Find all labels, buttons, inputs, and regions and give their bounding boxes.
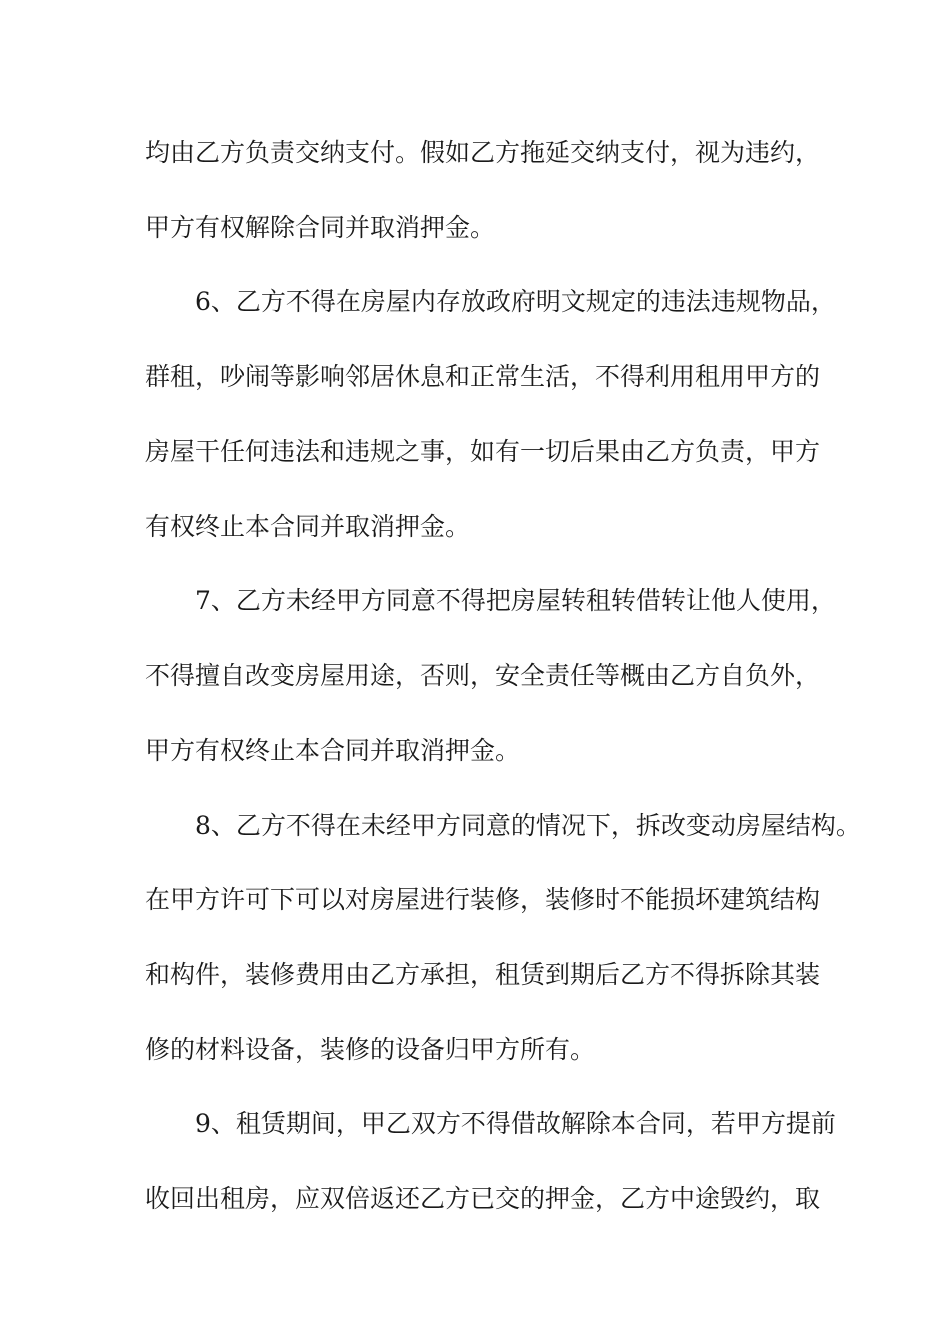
text-line: 修的材料设备，装修的设备归甲方所有。 <box>145 1035 596 1064</box>
text-line: 群租，吵闹等影响邻居休息和正常生活，不得利用租用甲方的 <box>145 362 821 391</box>
paragraph-7-first-line: 7、乙方未经甲方同意不得把房屋转租转借转让他人使用， <box>195 586 836 615</box>
text-line: 有权终止本合同并取消押金。 <box>145 512 471 541</box>
text-line: 和构件，装修费用由乙方承担，租赁到期后乙方不得拆除其装 <box>145 960 821 989</box>
text-line: 甲方有权解除合同并取消押金。 <box>145 213 496 242</box>
text-line: 不得擅自改变房屋用途，否则，安全责任等概由乙方自负外， <box>145 661 821 690</box>
text-line: 均由乙方负责交纳支付。假如乙方拖延交纳支付，视为违约， <box>145 138 821 167</box>
text-line: 在甲方许可下可以对房屋进行装修，装修时不能损坏建筑结构 <box>145 885 821 914</box>
paragraph-8-first-line: 8、乙方不得在未经甲方同意的情况下，拆改变动房屋结构。 <box>195 811 861 840</box>
text-line: 房屋干任何违法和违规之事，如有一切后果由乙方负责，甲方 <box>145 437 821 466</box>
paragraph-9-first-line: 9、租赁期间，甲乙双方不得借故解除本合同，若甲方提前 <box>195 1109 836 1138</box>
paragraph-6-first-line: 6、乙方不得在房屋内存放政府明文规定的违法违规物品， <box>195 287 836 316</box>
text-line: 收回出租房，应双倍返还乙方已交的押金，乙方中途毁约，取 <box>145 1184 821 1213</box>
text-line: 甲方有权终止本合同并取消押金。 <box>145 736 521 765</box>
